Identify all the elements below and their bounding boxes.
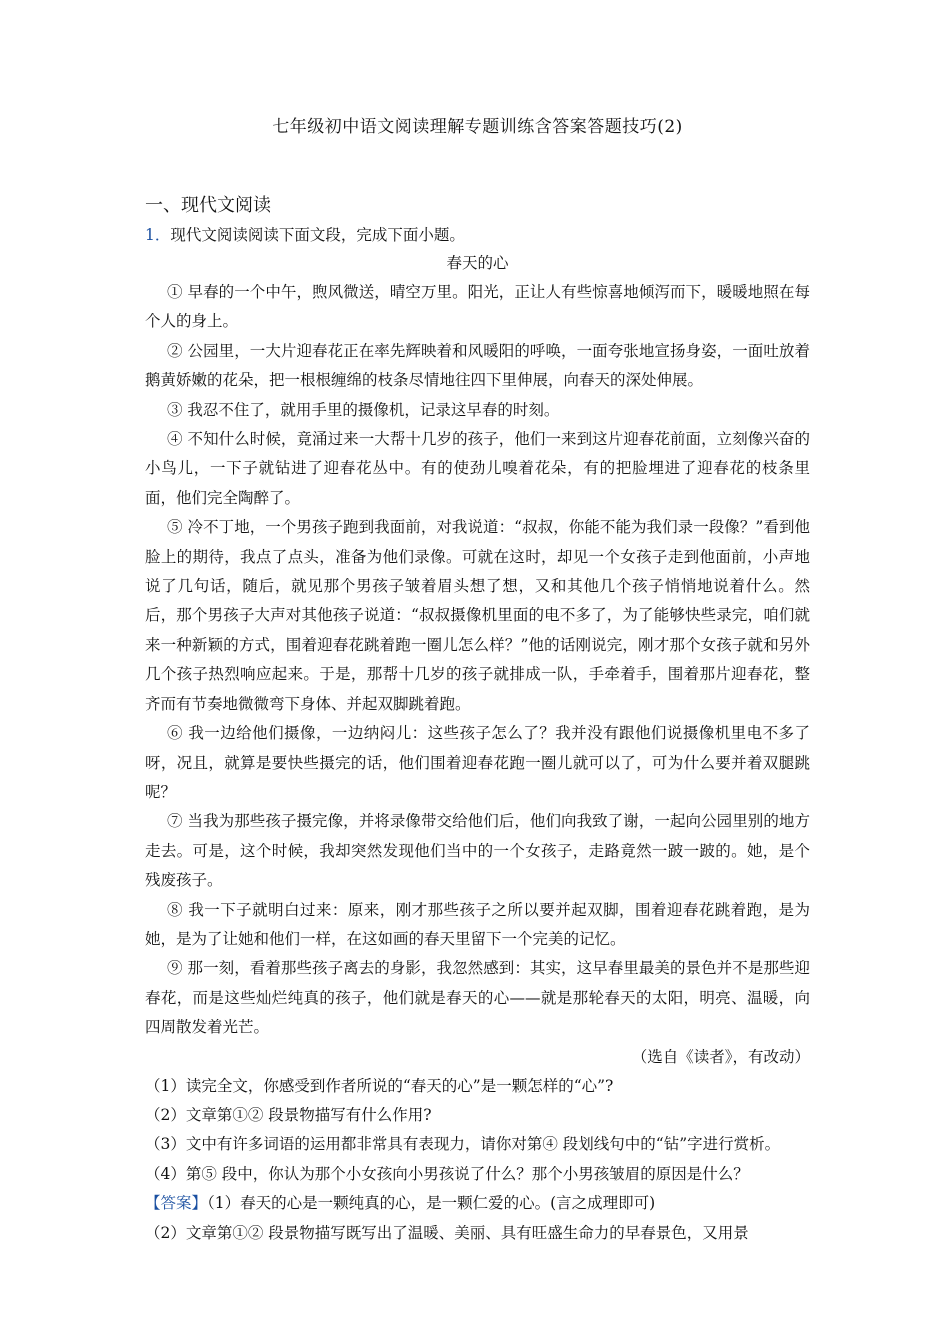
document-title: 七年级初中语文阅读理解专题训练含答案答题技巧(2): [272, 117, 683, 137]
sub-question-1: （1）读完全文，你感受到作者所说的“春天的心”是一颗怎样的“心”?: [145, 1076, 614, 1095]
article-paragraph-5: ⑤ 冷不丁地，一个男孩子跑到我面前，对我说道：“叔叔，你能不能为我们录一段像？”看到他脸上的期待，我点了点头，准备为他们录像。可就在这时，却见一个女孩子走到他面前，小声地说了几句话，随后，就见那个男孩子皱着眉头想了想，又和其他几个孩子悄悄地说着什么。然后，那个男孩子大声对其他孩子说道：“叔叔摄像机里面的电不多了，为了能够快些录完，咱们就来一种新颖的方式，围着迎春花跳着跑一圈儿怎么样？”他的话刚说完，刚才那个女孩子就和另外几个孩子热烈响应起来。于是，那帮十几岁的孩子就排成一队，手牵着手，围着那片迎春花，整齐而有节奏地微微弯下身体、并起双脚跳着跑。: [145, 518, 810, 713]
article-paragraph-9: ⑨ 那一刻，看着那些孩子离去的身影，我忽然感到：其实，这早春里最美的景色并不是那些迎春花，而是这些灿烂纯真的孩子，他们就是春天的心——就是那轮春天的太阳，明亮、温暖，向四周散发着光芒。: [145, 959, 810, 1037]
answer-line-1: [145, 1189, 810, 1218]
section-heading: 一、现代文阅读: [145, 195, 271, 216]
article-source: （选自《读者》，有改动）: [631, 1047, 810, 1066]
question-intro: 现代文阅读阅读下面文段，完成下面小题。: [170, 226, 465, 244]
article-paragraph-4: ④ 不知什么时候，竟涌过来一大帮十几岁的孩子，他们一来到这片迎春花前面，立刻像兴奋的小鸟儿，一下子就钻进了迎春花丛中。有的使劲儿嗅着花朵，有的把脸埋进了迎春花的枝条里面，他们完全陶醉了。: [145, 430, 810, 507]
article-paragraph-3: ③ 我忍不住了，就用手里的摄像机，记录这早春的时刻。: [167, 400, 560, 419]
article-title: 春天的心: [446, 254, 509, 272]
question-number: 1．: [145, 226, 171, 244]
answer-line-2: （2）文章第①② 段景物描写既写出了温暖、美丽、具有旺盛生命力的早春景色，又用景: [145, 1223, 749, 1242]
article-paragraph-2: ② 公园里，一大片迎春花正在率先辉映着和风暖阳的呼唤，一面夸张地宣扬身姿，一面吐放着鹅黄娇嫩的花朵，把一根根缠绵的枝条尽情地往四下里伸展，向春天的深处伸展。: [145, 341, 810, 390]
article-paragraph-6: ⑥ 我一边给他们摄像，一边纳闷儿：这些孩子怎么了？我并没有跟他们说摄像机里电不多了呀，况且，就算是要快些摄完的话，他们围着迎春花跑一圈儿就可以了，可为什么要并着双腿跳呢？: [145, 724, 810, 801]
answer-tag: 【答案】: [145, 1194, 208, 1213]
sub-question-4: （4）第⑤ 段中，你认为那个小女孩向小男孩说了什么？那个小男孩皱眉的原因是什么？: [145, 1164, 749, 1183]
article-paragraph-7: ⑦ 当我为那些孩子摄完像，并将录像带交给他们后，他们向我致了谢，一起向公园里别的地方走去。可是，这个时候，我却突然发现他们当中的一个女孩子，走路竟然一跛一跛的。她，是个残废孩子。: [145, 812, 810, 890]
sub-question-2: （2）文章第①② 段景物描写有什么作用?: [145, 1105, 432, 1124]
article-paragraph-1: ① 早春的一个中午，煦风微送，晴空万里。阳光，正让人有些惊喜地倾泻而下，暖暖地照在每个人的身上。: [145, 283, 810, 331]
answer-1: （1）春天的心是一颗纯真的心，是一颗仁爱的心。(言之成理即可): [207, 1194, 656, 1213]
question-intro-line: [145, 221, 810, 249]
sub-question-3: （3）文中有许多词语的运用都非常具有表现力，请你对第④ 段划线句中的“钻”字进行赏析。: [145, 1135, 781, 1154]
article-paragraph-8: ⑧ 我一下子就明白过来：原来，刚才那些孩子之所以要并起双脚，围着迎春花跳着跑，是为她，是为了让她和他们一样，在这如画的春天里留下一个完美的记忆。: [145, 900, 810, 948]
